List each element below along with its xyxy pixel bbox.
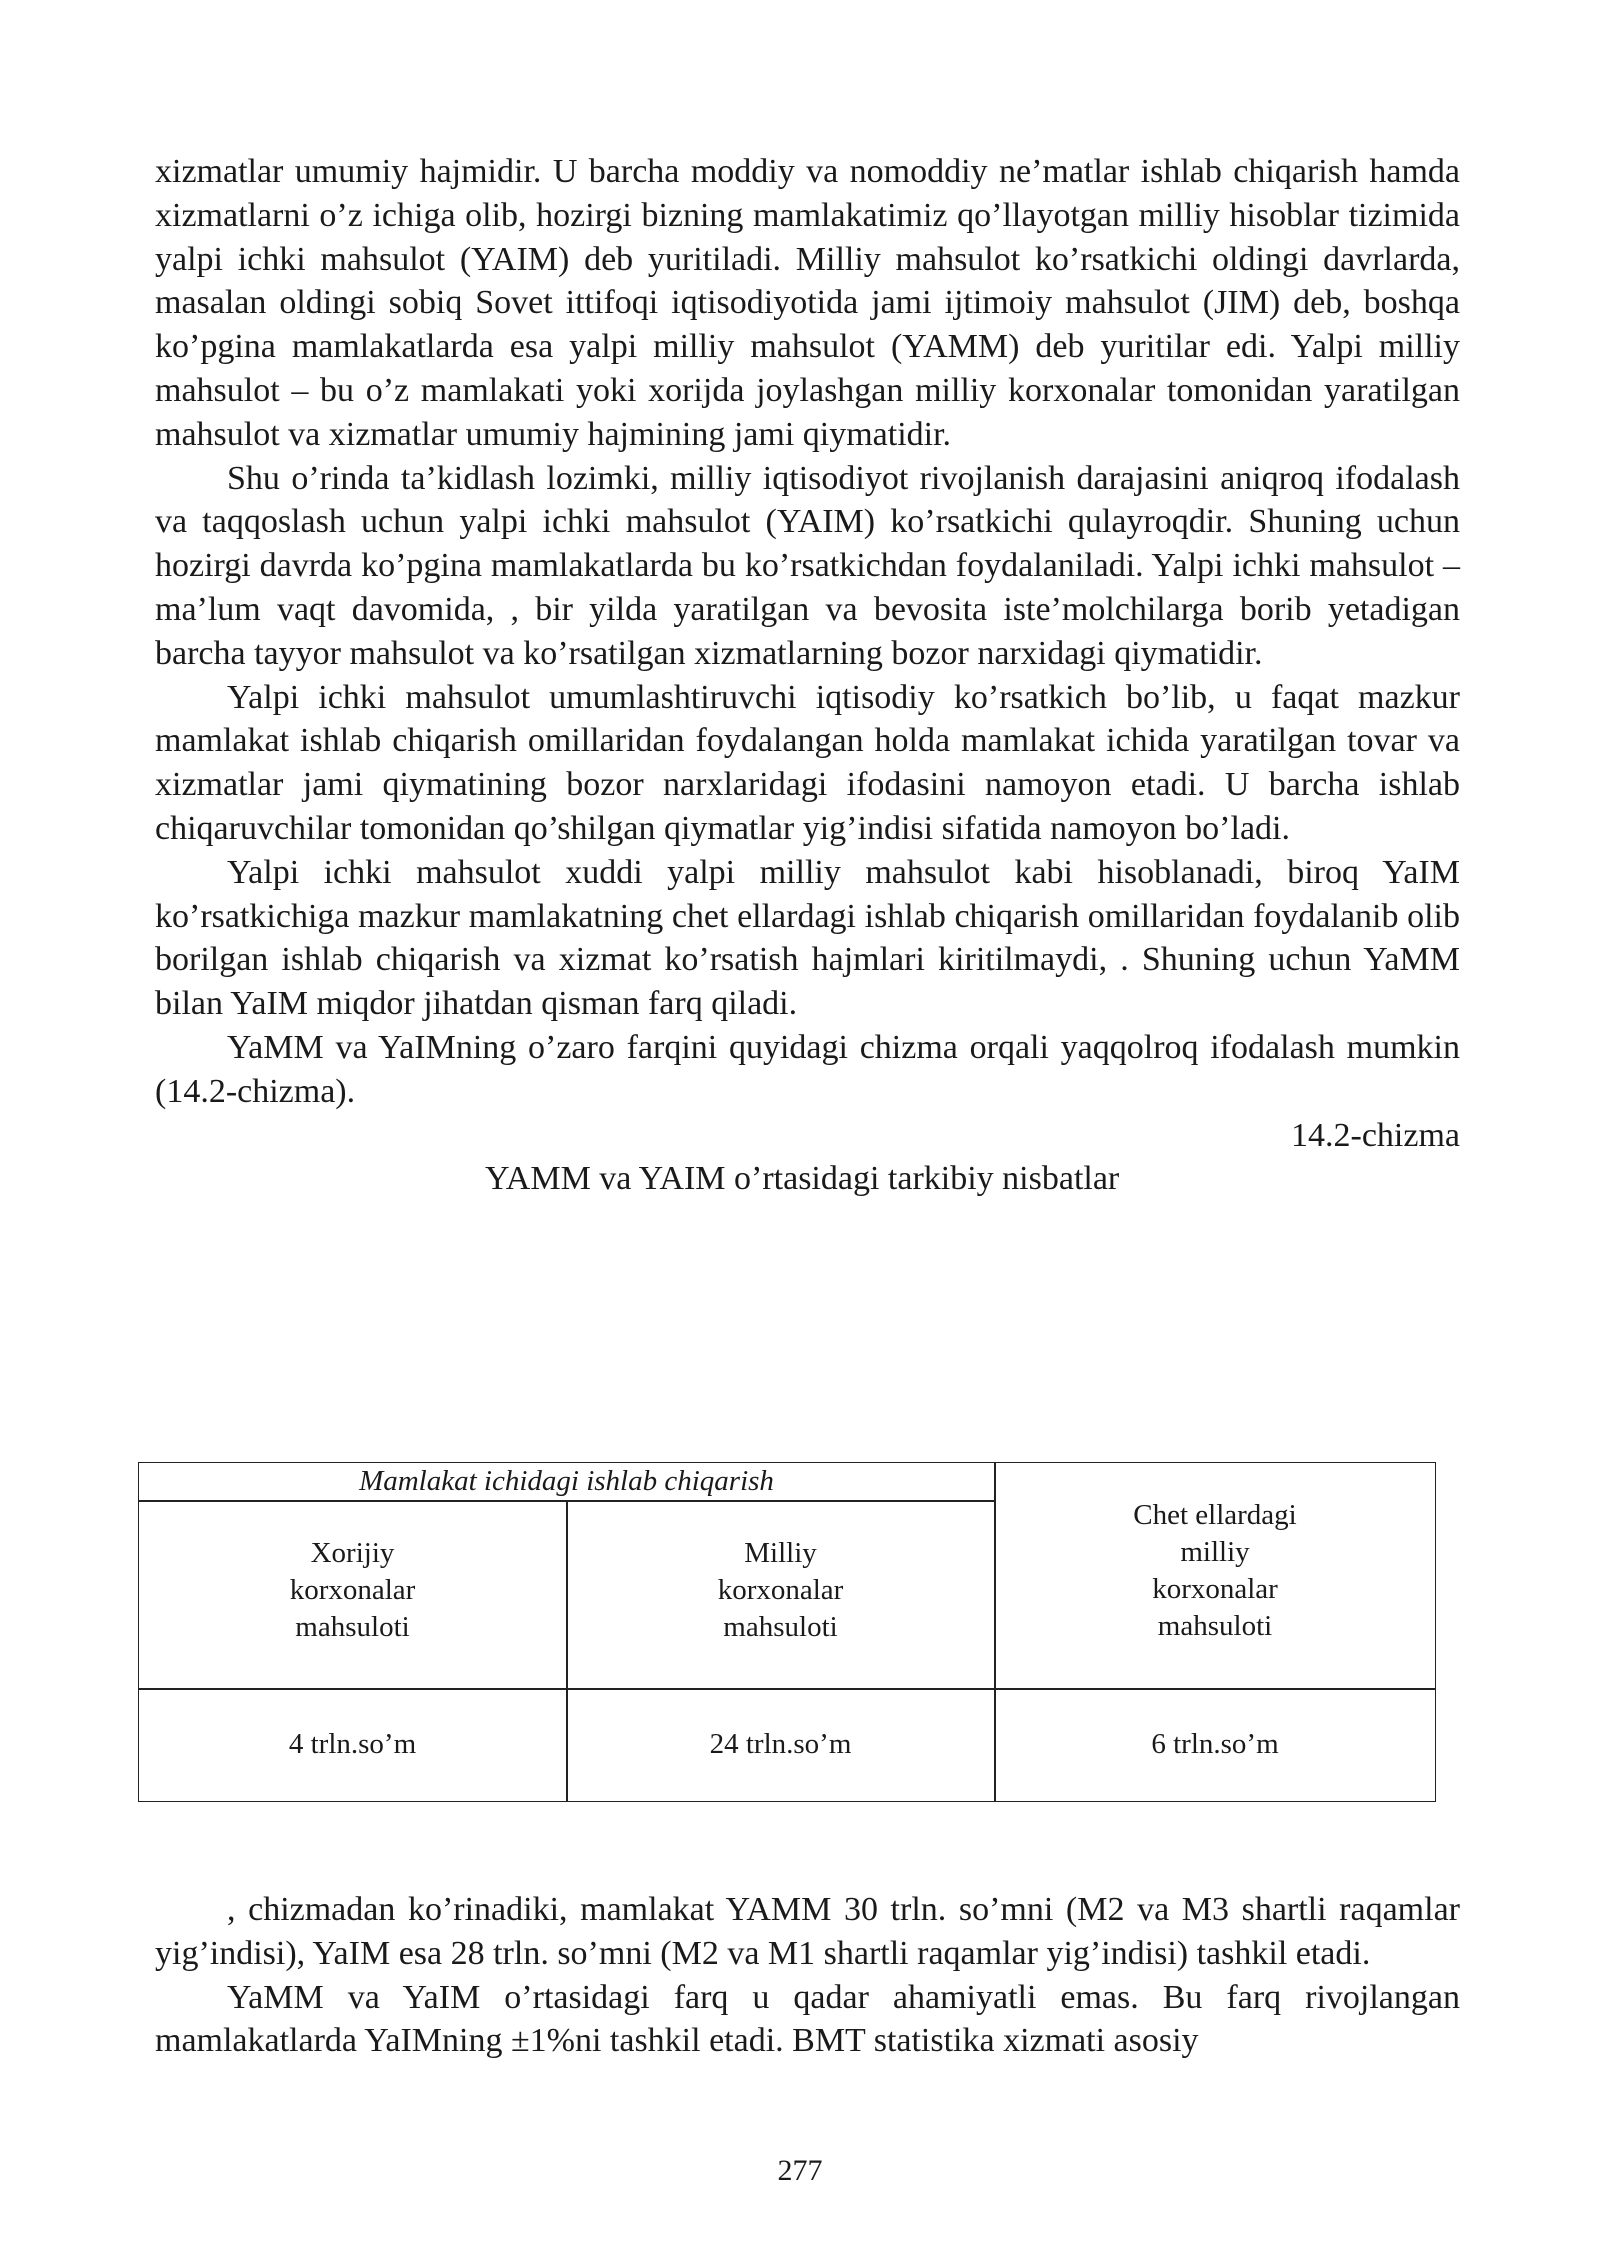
paragraph-6: , chizmadan ko’rinadiki, mamlakat YAMM 30 trln. so’mni (M2 va M3 shartli raqamlar yig’indisi), YaIM esa 28 trln. so’mni (M2 va M1 shartli raqamlar yig’indisi) tashkil etadi.: [155, 1891, 1460, 1972]
figure-title: YAMM va YAIM o’rtasidagi tarkibiy nisbatlar: [485, 1160, 1120, 1198]
main-text: [155, 150, 1460, 1201]
text-after-figure: [155, 1888, 1460, 2063]
abroad-national-firms-title: Chet ellardagi milliy korxonalar mahsuloti: [1133, 1499, 1297, 1642]
domestic-production-header: Mamlakat ichidagi ishlab chiqarish: [359, 1465, 774, 1497]
structure-diagram: [138, 1462, 1436, 1802]
paragraph-7: YaMM va YaIM o’rtasidagi farq u qadar ahamiyatli emas. Bu farq rivojlangan mamlakatlarda YaIMning ±1%ni tashkil etadi. BMT statistika xizmati asosiy: [155, 1978, 1460, 2060]
abroad-national-firms-value: 6 trln.so’m: [1151, 1728, 1279, 1760]
page-number: 277: [777, 2154, 823, 2187]
foreign-firms-title: Xorijiy korxonalar mahsuloti: [289, 1537, 416, 1643]
paragraph-5: YaMM va YaIMning o’zaro farqini quyidagi chizma orqali yaqqolroq ifodalash mumkin (14.2-chizma).: [155, 1028, 1460, 1110]
national-firms-title: Milliy korxonalar mahsuloti: [717, 1537, 844, 1643]
paragraph-4: Yalpi ichki mahsulot xuddi yalpi milliy mahsulot kabi hisoblanadi, biroq YaIM ko’rsatkichiga mazkur mamlakatning chet ellardagi ishlab chiqarish omillaridan foydalanib olib borilgan ishlab chiqarish va xizmat ko’rsatish hajmlari kiritilmaydi, . Shuning uchun YaMM bilan YaIM miqdor jihatdan qisman farq qiladi.: [155, 853, 1460, 1023]
paragraph-2: Shu o’rinda ta’kidlash lozimki, milliy iqtisodiyot rivojlanish darajasini aniqroq ifodalash va taqqoslash uchun yalpi ichki mahsulot (YAIM) ko’rsatkichi qulayroqdir. Shuning uchun hozirgi davrda ko’pgina mamlakatlarda bu ko’rsatkichdan foydalaniladi. Yalpi ichki mahsulot – ma’lum vaqt davomida, , bir yilda yaratilgan va bevosita iste’molchilarga borib yetadigan barcha tayyor mahsulot va ko’rsatilgan xizmatlarning bozor narxidagi qiymatidir.: [155, 459, 1460, 672]
figure-label: 14.2-chizma: [1291, 1116, 1460, 1154]
paragraph-1: xizmatlar umumiy hajmidir. U barcha moddiy va nomoddiy ne’matlar ishlab chiqarish hamda xizmatlarni o’z ichiga olib, hozirgi bizning mamlakatimiz qo’llayotgan milliy hisoblar tizimida yalpi ichki mahsulot (YAIM) deb yuritiladi. Milliy mahsulot ko’rsatkichi oldingi davrlarda, masalan oldingi sobiq Sovet ittifoqi iqtisodiyotida jami ijtimoiy mahsulot (JIM) deb, boshqa ko’pgina mamlakatlarda esa yalpi milliy mahsulot (YAMM) deb yuritilar edi. Yalpi milliy mahsulot – bu o’z mamlakati yoki xorijda joylashgan milliy korxonalar tomonidan yaratilgan mahsulot va xizmatlar umumiy hajmining jami qiymatidir.: [155, 153, 1460, 453]
foreign-firms-value: 4 trln.so’m: [288, 1728, 417, 1760]
value-row-divider: [139, 1688, 1435, 1690]
national-firms-value: 24 trln.so’m: [709, 1728, 852, 1760]
paragraph-3: Yalpi ichki mahsulot umumlashtiruvchi iqtisodiy ko’rsatkich bo’lib, u faqat mazkur mamlakat ishlab chiqarish omillaridan foydalangan holda mamlakat ichida yaratilgan tovar va xizmatlar jami qiymatining bozor narxlaridagi ifodasini namoyon etadi. U barcha ishlab chiqaruvchilar tomonidan qo’shilgan qiymatlar yig’indisi sifatida namoyon bo’ladi.: [155, 678, 1460, 847]
